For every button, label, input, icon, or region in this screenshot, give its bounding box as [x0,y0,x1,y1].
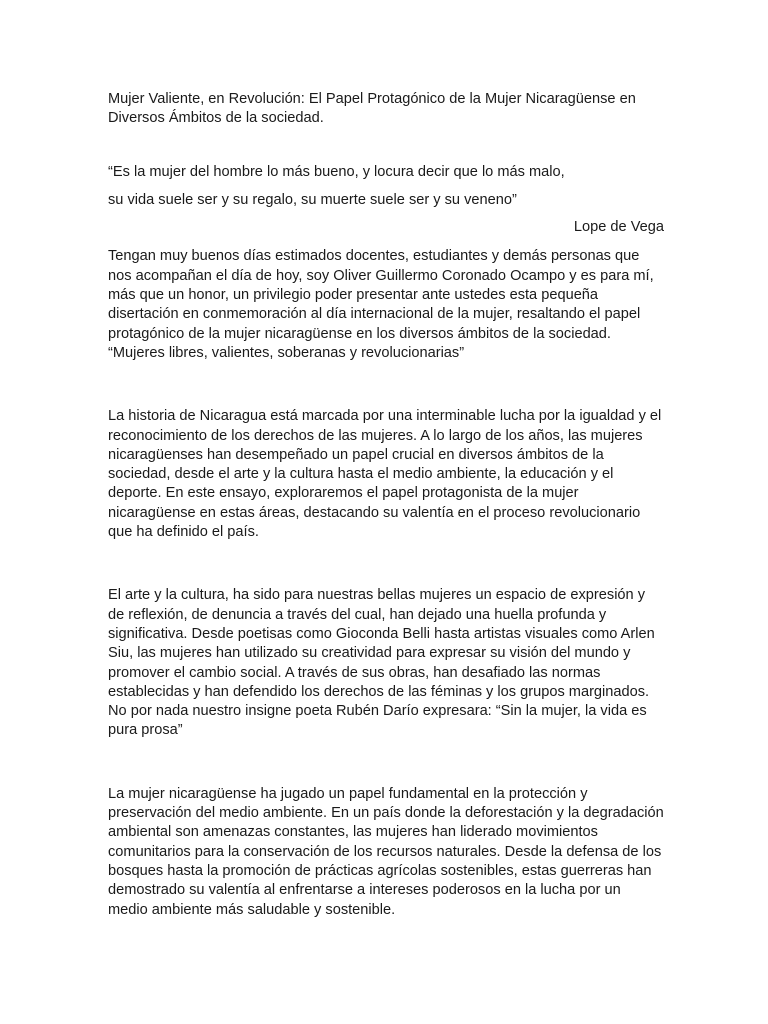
paragraph-art-culture: El arte y la cultura, ha sido para nuestras bellas mujeres un espacio de expresión y de reflexión, de denuncia a través del cual, han dejado una huella profunda y significativa. Desde poetisas como Gioconda Belli hasta artistas visuales como Arlen Siu, las mujeres han utilizado su creatividad para expresar su visión del mundo y promover el cambio social. A través de sus obras, han desafiado las normas establecidas y han defendido los derechos de las féminas y los grupos marginados. No por nada nuestro insigne poeta Rubén Darío expresara: “Sin la mujer, la vida es pura prosa” [108,587,655,739]
quote-line-1: “Es la mujer del hombre lo más bueno, y locura decir que lo más malo, [108,163,565,180]
paragraph-introduction: Tengan muy buenos días estimados docentes, estudiantes y demás personas que nos acompañan el día de hoy, soy Oliver Guillermo Coronado Ocampo y es para mí, más que un honor, un privilegio poder presentar ante ustedes esta pequeña disertación en conmemoración al día internacional de la mujer, resaltando el papel protagónico de la mujer nicaragüense en los diversos ámbitos de la sociedad. “Mujeres libres, valientes, soberanas y revolucionarias” [108,248,654,361]
epigraph-quote [108,163,664,238]
quote-author: Lope de Vega [573,219,664,236]
paragraph-environment: La mujer nicaragüense ha jugado un papel fundamental en la protección y preservación del medio ambiente. En un país donde la deforestación y la degradación ambiental son amenazas constantes, las mujeres han liderado movimientos comunitarios para la conservación de los recursos naturales. Desde la defensa de los bosques hasta la promoción de prácticas agrícolas sostenibles, estas guerreras han demostrado su valentía al enfrentarse a intereses poderosos en la lucha por un medio ambiente más saludable y sostenible. [108,785,664,918]
document-title: Mujer Valiente, en Revolución: El Papel Protagónico de la Mujer Nicaragüense en Diversos Ámbitos de la sociedad. [108,91,636,127]
document-page [108,90,664,920]
paragraph-history: La historia de Nicaragua está marcada por una interminable lucha por la igualdad y el reconocimiento de los derechos de las mujeres. A lo largo de los años, las mujeres nicaragüenses han desempeñado un papel crucial en diversos ámbitos de la sociedad, desde el arte y la cultura hasta el medio ambiente, la educación y el deporte. En este ensayo, exploraremos el papel protagonista de la mujer nicaragüense en estas áreas, destacando su valentía en el proceso revolucionario que ha definido el país. [108,408,662,541]
quote-line-2: su vida suele ser y su regalo, su muerte suele ser y su veneno” [108,191,517,208]
